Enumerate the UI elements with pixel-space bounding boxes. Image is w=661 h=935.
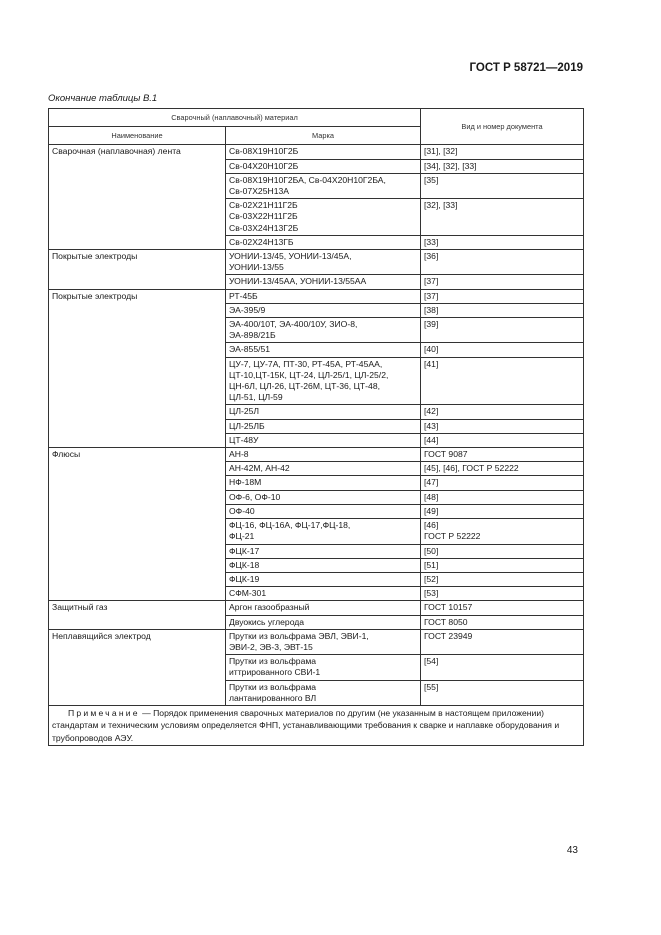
table-row — [49, 250, 584, 275]
document-ref: [47] — [421, 476, 584, 490]
document-ref: [40] — [421, 343, 584, 357]
material-name: Неплавящийся электрод — [49, 629, 226, 705]
document-ref: [41] — [421, 357, 584, 405]
material-mark: ФЦ-16, ФЦ-16А, ФЦ-17,ФЦ-18, ФЦ-21 — [226, 519, 421, 544]
note-text: — Порядок применения сварочных материалов по другим (не указанным в настоящем приложении) стандартам и техническим условиям определяется ФНП, устанавливающими требования к сварке и наплавке оборудования и трубопроводов АЭУ. — [52, 707, 560, 743]
material-mark: ФЦК-18 — [226, 558, 421, 572]
document-ref: [42] — [421, 405, 584, 419]
material-mark: ОФ-6, ОФ-10 — [226, 490, 421, 504]
document-ref: [48] — [421, 490, 584, 504]
document-ref: [51] — [421, 558, 584, 572]
head-name: Наименование — [49, 127, 226, 145]
material-mark: РТ-45Б — [226, 289, 421, 303]
document-ref: [32], [33] — [421, 199, 584, 236]
document-ref: [44] — [421, 433, 584, 447]
document-ref: [37] — [421, 289, 584, 303]
material-mark: УОНИИ-13/45АА, УОНИИ-13/55АА — [226, 275, 421, 289]
table-note — [49, 705, 584, 745]
material-mark: УОНИИ-13/45, УОНИИ-13/45А, УОНИИ-13/55 — [226, 250, 421, 275]
material-mark: СФМ-301 — [226, 587, 421, 601]
table-row — [49, 289, 584, 303]
material-mark: ЭА-395/9 — [226, 303, 421, 317]
document-ref: [52] — [421, 572, 584, 586]
document-ref: [39] — [421, 318, 584, 343]
head-row-1 — [49, 109, 584, 127]
material-mark: ЦЛ-25Л — [226, 405, 421, 419]
material-name: Флюсы — [49, 448, 226, 601]
material-mark: ЭА-400/10Т, ЭА-400/10У, ЗИО-8, ЭА-898/21Б — [226, 318, 421, 343]
material-mark: НФ-18М — [226, 476, 421, 490]
material-mark: Св-04Х20Н10Г2Б — [226, 159, 421, 173]
note-label: Примечание — [68, 707, 140, 718]
document-ref: [50] — [421, 544, 584, 558]
table-body — [49, 145, 584, 706]
material-mark: ЦЛ-25ЛБ — [226, 419, 421, 433]
head-mark: Марка — [226, 127, 421, 145]
document-ref: [33] — [421, 235, 584, 249]
note-row — [49, 705, 584, 745]
material-mark: Св-02Х21Н11Г2Б Св-03Х22Н11Г2Б Св-03Х24Н13Г2Б — [226, 199, 421, 236]
head-material: Сварочный (наплавочный) материал — [49, 109, 421, 127]
table-row — [49, 629, 584, 654]
head-document: Вид и номер документа — [421, 109, 584, 145]
document-ref: [49] — [421, 504, 584, 518]
document-ref: [36] — [421, 250, 584, 275]
material-mark: Св-08Х19Н10Г2Б — [226, 145, 421, 159]
document-ref: ГОСТ 23949 — [421, 629, 584, 654]
material-mark: ОФ-40 — [226, 504, 421, 518]
material-name: Защитный газ — [49, 601, 226, 629]
material-name: Сварочная (наплавочная) лента — [49, 145, 226, 250]
materials-table — [48, 108, 584, 746]
table-row — [49, 601, 584, 615]
material-mark: АН-8 — [226, 448, 421, 462]
document-ref: [43] — [421, 419, 584, 433]
table-caption: Окончание таблицы В.1 — [48, 93, 158, 104]
material-mark: АН-42М, АН-42 — [226, 462, 421, 476]
document-ref: [53] — [421, 587, 584, 601]
material-mark: Св-02Х24Н13ГБ — [226, 235, 421, 249]
document-ref: [46] ГОСТ Р 52222 — [421, 519, 584, 544]
material-mark: Прутки из вольфрама лантанированного ВЛ — [226, 680, 421, 705]
page-number: 43 — [566, 845, 578, 856]
document-ref: [55] — [421, 680, 584, 705]
material-mark: Двуокись углерода — [226, 615, 421, 629]
document-ref: [37] — [421, 275, 584, 289]
document-ref: [45], [46], ГОСТ Р 52222 — [421, 462, 584, 476]
document-ref: ГОСТ 9087 — [421, 448, 584, 462]
standard-number: ГОСТ Р 58721—2019 — [469, 62, 583, 74]
table-row — [49, 448, 584, 462]
material-name: Покрытые электроды — [49, 250, 226, 290]
material-mark: Прутки из вольфрама иттрированного СВИ-1 — [226, 655, 421, 680]
material-mark: ФЦК-17 — [226, 544, 421, 558]
material-mark: ФЦК-19 — [226, 572, 421, 586]
document-ref: [38] — [421, 303, 584, 317]
material-mark: Прутки из вольфрама ЭВЛ, ЭВИ-1, ЭВИ-2, ЭВ-3, ЭВТ-15 — [226, 629, 421, 654]
material-name: Покрытые электроды — [49, 289, 226, 447]
document-ref: [34], [32], [33] — [421, 159, 584, 173]
document-ref: [54] — [421, 655, 584, 680]
material-mark: ЭА-855/51 — [226, 343, 421, 357]
document-ref: ГОСТ 8050 — [421, 615, 584, 629]
material-mark: Св-08Х19Н10Г2БА, Св-04Х20Н10Г2БА, Св-07Х25Н13А — [226, 173, 421, 198]
material-mark: Аргон газообразный — [226, 601, 421, 615]
document-ref: [31], [32] — [421, 145, 584, 159]
material-mark: ЦУ-7, ЦУ-7А, ПТ-30, РТ-45А, РТ-45АА, ЦТ-10,ЦТ-15К, ЦТ-24, ЦЛ-25/1, ЦЛ-25/2, ЦН-6Л, ЦЛ-26, ЦТ-26М, ЦТ-36, ЦТ-48, ЦЛ-51, ЦЛ-59 — [226, 357, 421, 405]
table-row — [49, 145, 584, 159]
document-ref: ГОСТ 10157 — [421, 601, 584, 615]
material-mark: ЦТ-48У — [226, 433, 421, 447]
document-ref: [35] — [421, 173, 584, 198]
table-head — [49, 109, 584, 145]
